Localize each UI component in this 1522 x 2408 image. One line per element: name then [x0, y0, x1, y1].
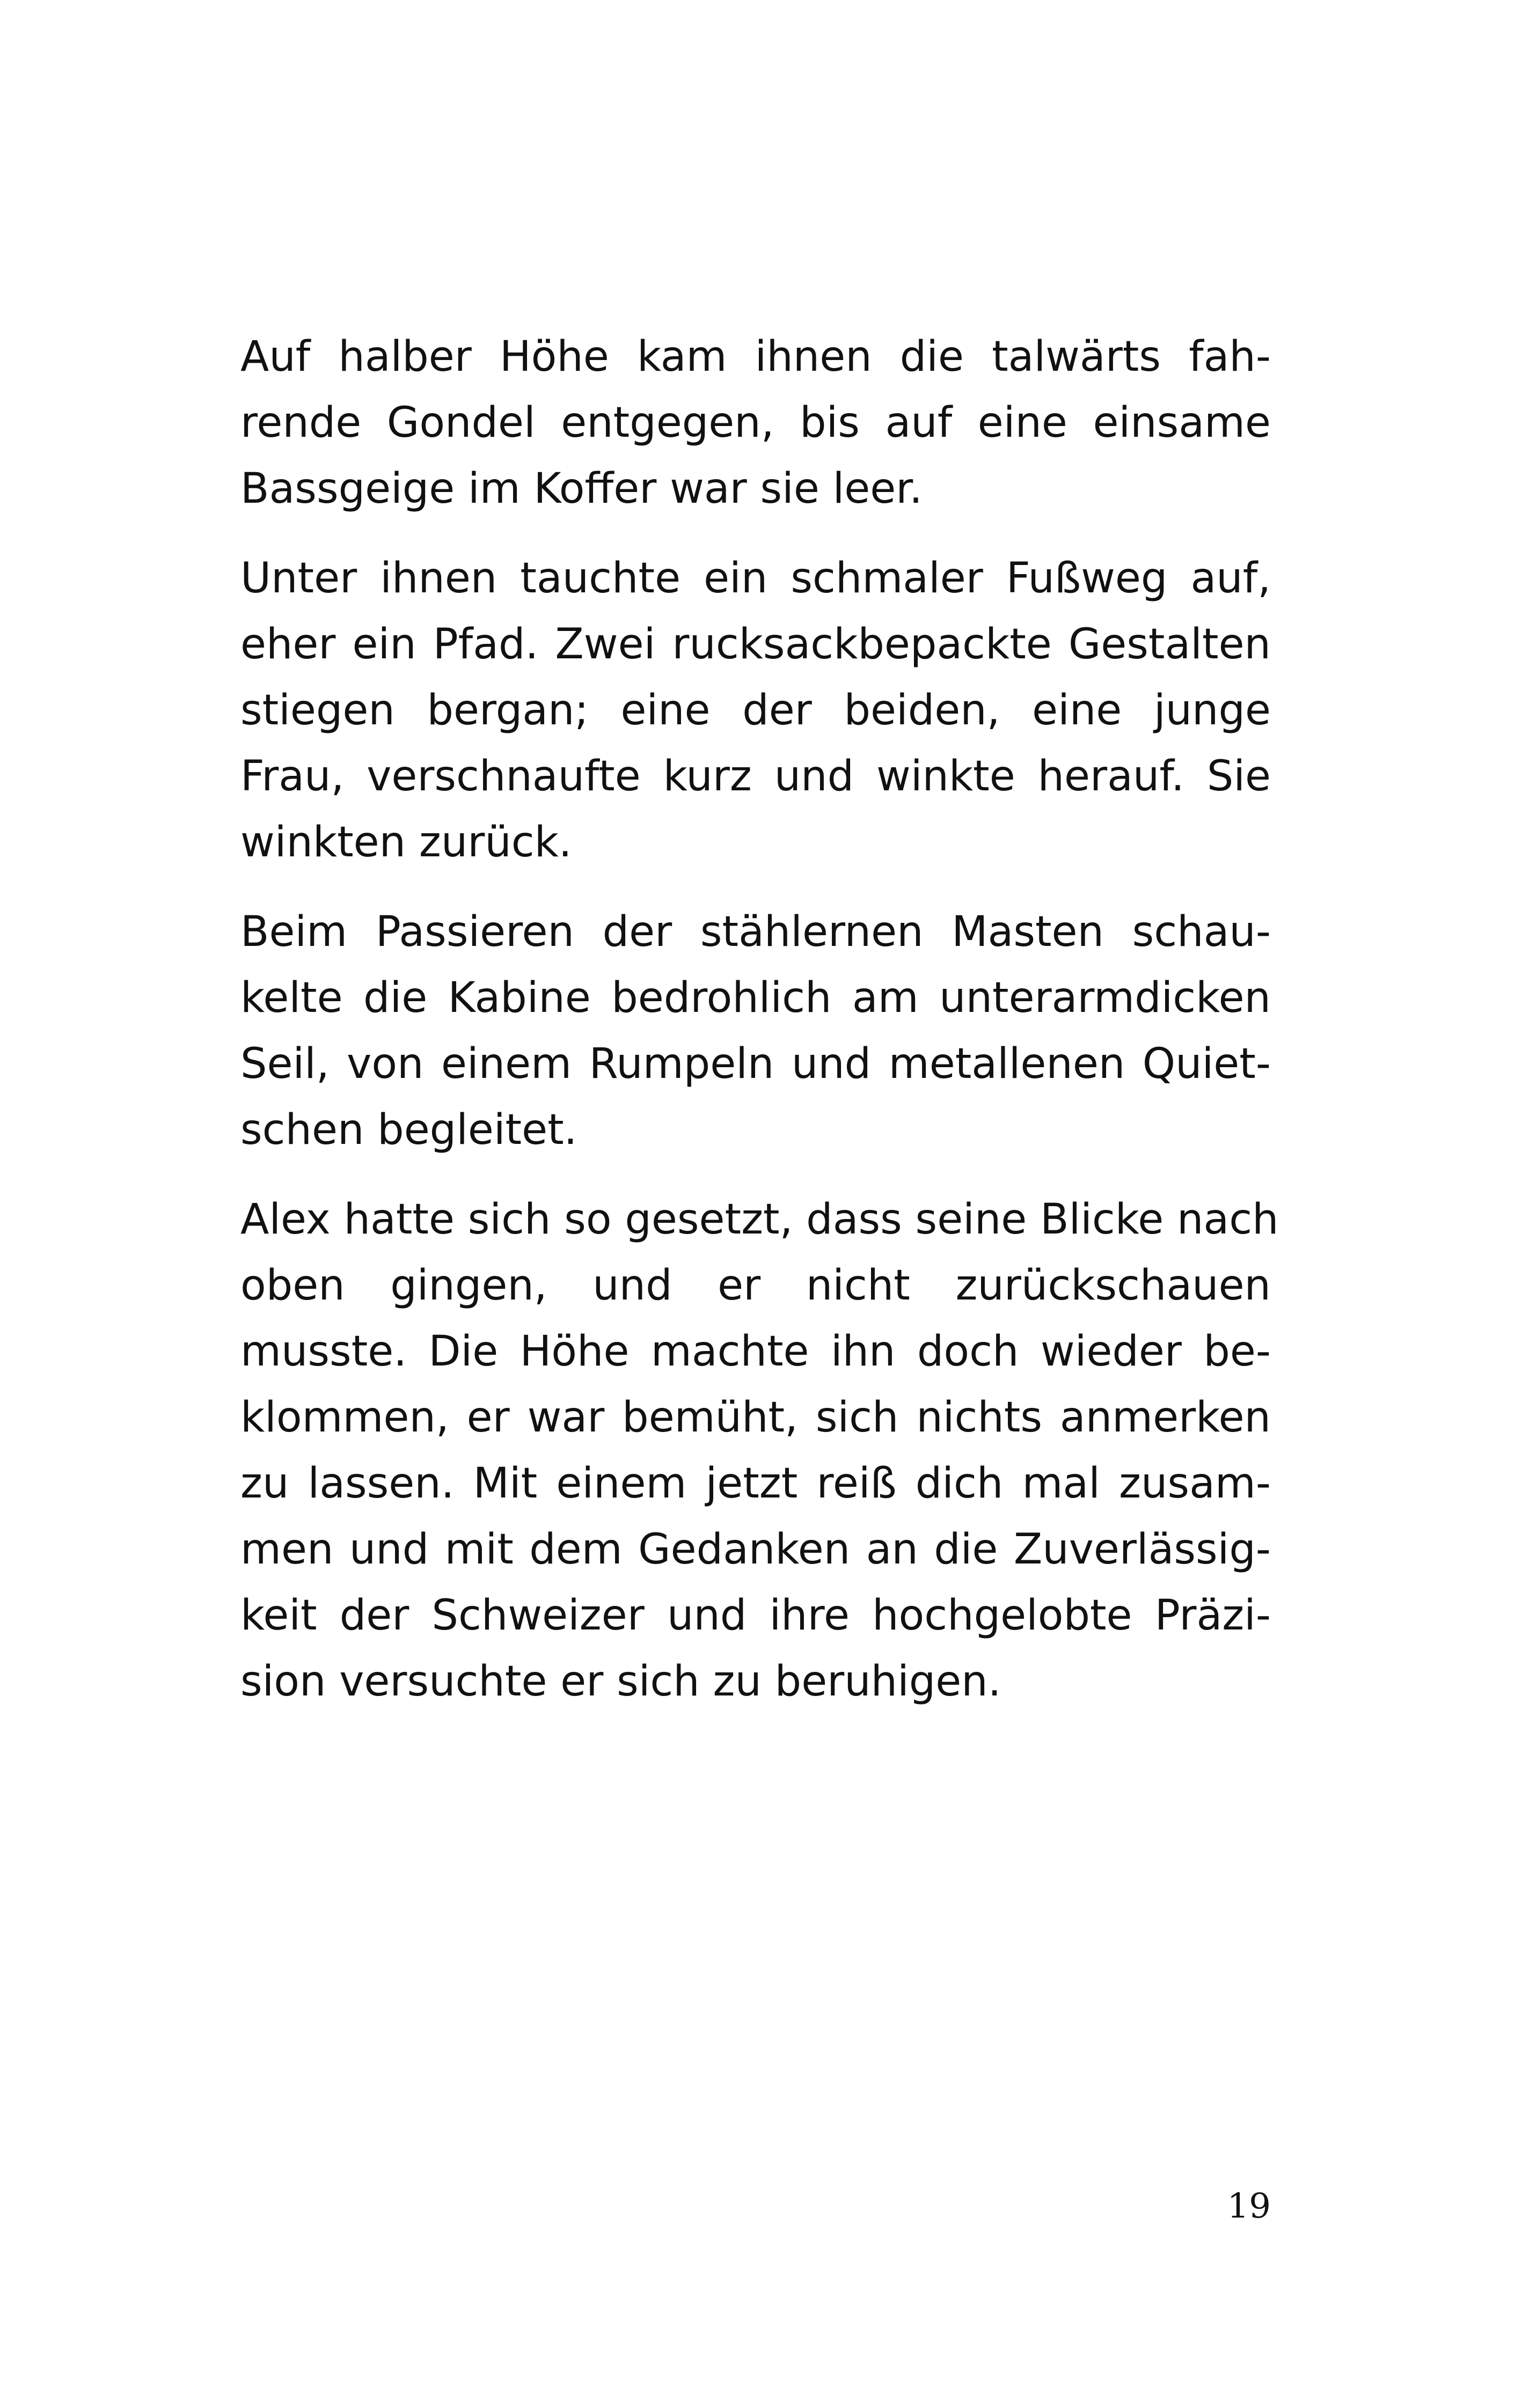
- paragraph-3: [240, 899, 1271, 1163]
- text-line: eher ein Pfad. Zwei rucksackbepackte Gestalten: [240, 620, 1271, 669]
- text-line: musste. Die Höhe machte ihn doch wieder be-: [240, 1327, 1271, 1376]
- paragraph-gap: [240, 1163, 1271, 1187]
- text-line: kelte die Kabine bedrohlich am unterarmdicken: [240, 974, 1271, 1022]
- paragraph-4: [240, 1187, 1279, 1715]
- text-line: schen begleitet.: [240, 1106, 577, 1154]
- paragraph-1: [240, 324, 1271, 522]
- text-line: keit der Schweizer und ihre hochgelobte Präzi-: [240, 1591, 1271, 1640]
- text-line: zu lassen. Mit einem jetzt reiß dich mal zusam-: [240, 1459, 1271, 1508]
- paragraph-gap: [240, 876, 1271, 899]
- text-line: Unter ihnen tauchte ein schmaler Fußweg auf,: [240, 554, 1271, 603]
- page-number: 19: [1227, 2186, 1271, 2226]
- text-line: rende Gondel entgegen, bis auf eine einsame: [240, 399, 1271, 447]
- text-line: Alex hatte sich so gesetzt, dass seine Blicke nach: [240, 1195, 1279, 1244]
- body-text: [240, 324, 1279, 1715]
- text-line: sion versuchte er sich zu beruhigen.: [240, 1657, 1001, 1706]
- text-line: stiegen bergan; eine der beiden, eine junge: [240, 686, 1271, 735]
- paragraph-2: [240, 546, 1271, 876]
- text-line: Frau, verschnaufte kurz und winkte herauf. Sie: [240, 752, 1271, 801]
- text-line: winkten zurück.: [240, 818, 572, 867]
- text-line: Beim Passieren der stählernen Masten schau-: [240, 908, 1271, 956]
- text-line: klommen, er war bemüht, sich nichts anmerken: [240, 1393, 1271, 1442]
- text-line: Bassgeige im Koffer war sie leer.: [240, 465, 923, 513]
- text-line: oben gingen, und er nicht zurückschauen: [240, 1261, 1271, 1310]
- text-line: Auf halber Höhe kam ihnen die talwärts fah-: [240, 333, 1271, 381]
- paragraph-gap: [240, 522, 1271, 546]
- text-line: Seil, von einem Rumpeln und metallenen Quiet-: [240, 1040, 1271, 1088]
- text-line: men und mit dem Gedanken an die Zuverlässig-: [240, 1525, 1271, 1574]
